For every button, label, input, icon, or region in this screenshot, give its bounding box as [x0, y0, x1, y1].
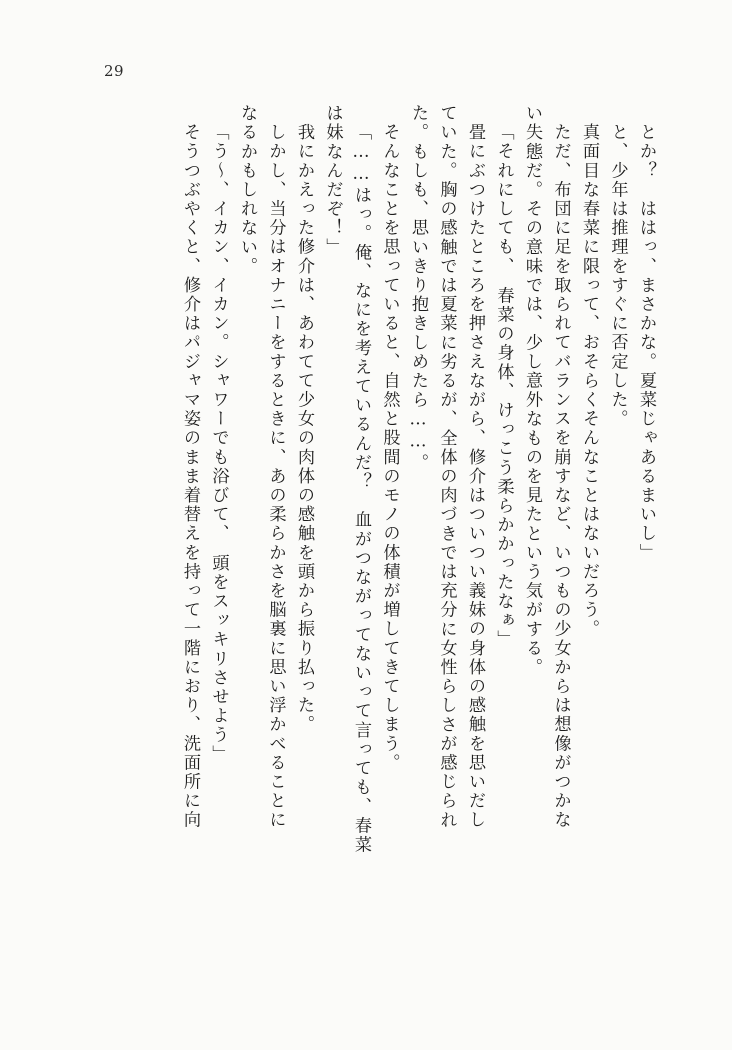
text-column: 畳にぶつけたところを押さえながら、修介はついつい義妹の身体の感触を思いだし [465, 123, 485, 830]
text-column: た。もしも、思いきり抱きしめたら……。 [408, 104, 428, 473]
text-column: 「それにしても、 春菜の身体、けっこう柔らかかったなぁ」 [493, 123, 514, 650]
text-column: しかし、当分はオナニーをするときに、あの柔らかさを脳裏に思い浮かべることに [265, 123, 286, 830]
text-column: 「う～、イカン、イカン。シャワーでも浴びて、 頭をスッキリさせよう」 [208, 123, 229, 764]
page-number: 29 [104, 62, 125, 80]
text-column: は妹なんだぞ！」 [322, 104, 343, 257]
text-column: ただ、布団に足を取られてバランスを崩すなど、いつもの少女からは想像がつかな [550, 123, 571, 830]
text-column: 「……はっ。俺、なにを考えているんだ？ 血がつながってないって言っても、春菜 [351, 123, 371, 855]
text-column: 我にかえった修介は、あわてて少女の肉体の感触を頭から振り払った。 [294, 123, 314, 735]
text-column: い失態だ。その意味では、少し意外なものを見たという気がする。 [522, 104, 542, 677]
text-column: そうつぶやくと、修介はパジャマ姿のまま着替えを持って一階におり、洗面所に向 [180, 123, 200, 830]
text-column: 真面目な春菜に限って、おそらくそんなことはないだろう。 [579, 123, 599, 639]
text-column: ていた。胸の感触では夏菜に劣るが、全体の肉づきでは充分に女性らしさが感じられ [436, 104, 457, 830]
text-column: なるかもしれない。 [237, 104, 257, 276]
text-column: と、少年は推理をすぐに否定した。 [607, 123, 628, 429]
vertical-text-block [96, 104, 654, 956]
text-column: とか？ ははっ、まさかな。夏菜じゃあるまいし」 [636, 123, 656, 563]
text-column: そんなことを思っていると、自然と股間のモノの体積が増してきてしまう。 [379, 123, 400, 773]
